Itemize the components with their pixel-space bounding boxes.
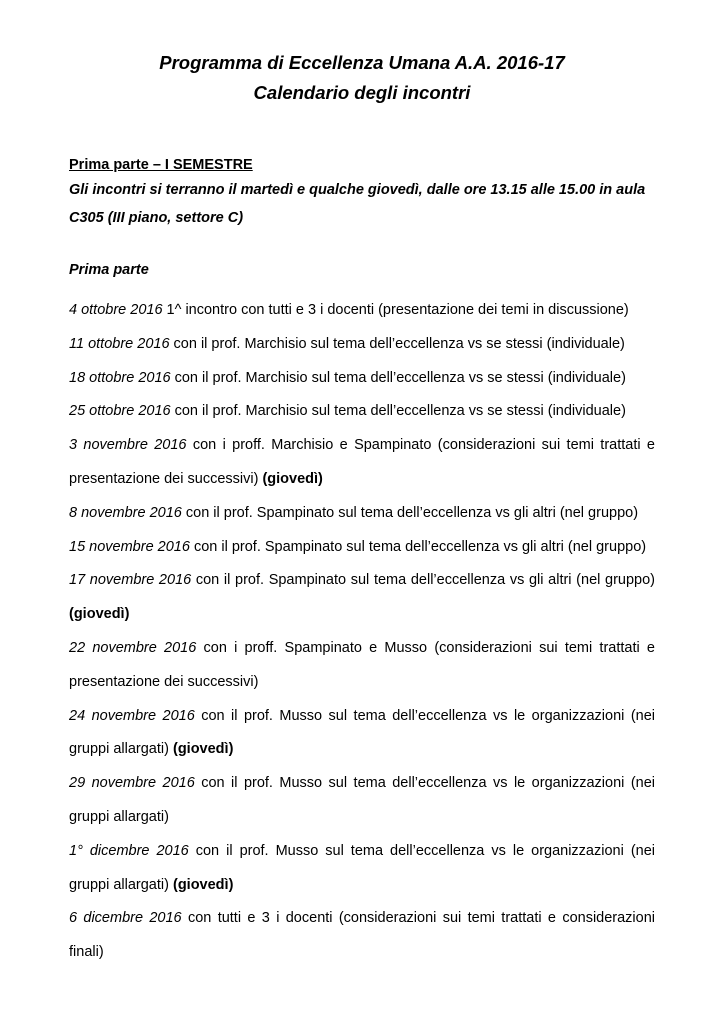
calendar-entries (69, 294, 655, 970)
entry-day-note: (giovedì) (172, 741, 234, 758)
entry-date: 25 ottobre 2016 (69, 403, 171, 420)
entry-date: 15 novembre 2016 (69, 538, 190, 555)
entry-description: con il prof. Marchisio sul tema dell’eccellenza vs se stessi (individuale) (170, 403, 626, 420)
entry-description: con il prof. Marchisio sul tema dell’eccellenza vs se stessi (individuale) (170, 369, 626, 386)
document-title: Programma di Eccellenza Umana A.A. 2016-17 (159, 52, 565, 73)
calendar-entry (69, 362, 655, 396)
entry-date: 3 novembre 2016 (69, 437, 187, 454)
entry-description: con il prof. Spampinato sul tema dell’eccellenza vs gli altri (nel gruppo) (189, 538, 647, 555)
calendar-entry (69, 767, 655, 835)
entry-date: 8 novembre 2016 (69, 504, 182, 521)
calendar-entry (69, 531, 655, 565)
entry-description: con il prof. Marchisio sul tema dell’eccellenza vs se stessi (individuale) (169, 335, 625, 352)
entry-date: 11 ottobre 2016 (69, 335, 170, 352)
entry-date: 6 dicembre 2016 (69, 910, 182, 927)
entry-description: con i proff. Spampinato e Musso (considerazioni sui temi trattati e presentazione dei successivi) (69, 639, 655, 690)
calendar-entry (69, 497, 655, 531)
section-heading: Prima parte – I SEMESTRE (69, 157, 253, 173)
calendar-entry (69, 328, 655, 362)
calendar-entry (69, 700, 655, 768)
entry-day-note: (giovedì) (69, 606, 130, 623)
entry-day-note: (giovedì) (262, 470, 323, 487)
calendar-entry (69, 294, 655, 328)
calendar-entry (69, 902, 655, 970)
entry-date: 18 ottobre 2016 (69, 369, 171, 386)
calendar-entry (69, 564, 655, 632)
entry-description: con il prof. Musso sul tema dell’eccellenza vs le organizzazioni (nei gruppi allargati) (69, 775, 655, 825)
entry-description: con il prof. Musso sul tema dell’eccellenza vs le organizzazioni (nei gruppi allargati) (69, 707, 655, 758)
document-subtitle: Calendario degli incontri (253, 82, 471, 103)
entry-date: 4 ottobre 2016 (69, 302, 163, 318)
entry-description: con i proff. Marchisio e Spampinato (considerazioni sui temi trattati e presentazione dei successivi) (69, 437, 655, 487)
entry-description: 1^ incontro con tutti e 3 i docenti (presentazione dei temi in discussione) (162, 302, 629, 318)
intro-text: Gli incontri si terranno il martedì e qualche giovedì, dalle ore 13.15 alle 15.00 in aula C305 (III piano, settore C) (69, 182, 646, 226)
calendar-entry (69, 632, 655, 700)
entry-date: 22 novembre 2016 (69, 639, 197, 656)
calendar-entry (69, 429, 655, 497)
entry-description: con tutti e 3 i docenti (considerazioni sui temi trattati e considerazioni finali) (69, 910, 656, 961)
entry-description: con il prof. Spampinato sul tema dell’eccellenza vs gli altri (nel gruppo) (191, 572, 656, 589)
entry-description: con il prof. Musso sul tema dell’eccellenza vs le organizzazioni (nei gruppi allargati) (69, 842, 655, 893)
entry-date: 1° dicembre 2016 (69, 842, 189, 859)
entry-date: 24 novembre 2016 (69, 707, 195, 724)
entry-date: 17 novembre 2016 (69, 572, 192, 589)
calendar-entry (69, 395, 655, 429)
entry-day-note: (giovedì) (172, 876, 234, 893)
entry-date: 29 novembre 2016 (69, 775, 195, 792)
calendar-entry (69, 835, 655, 903)
entry-description: con il prof. Spampinato sul tema dell’eccellenza vs gli altri (nel gruppo) (181, 504, 639, 521)
subheading: Prima parte (69, 262, 149, 278)
